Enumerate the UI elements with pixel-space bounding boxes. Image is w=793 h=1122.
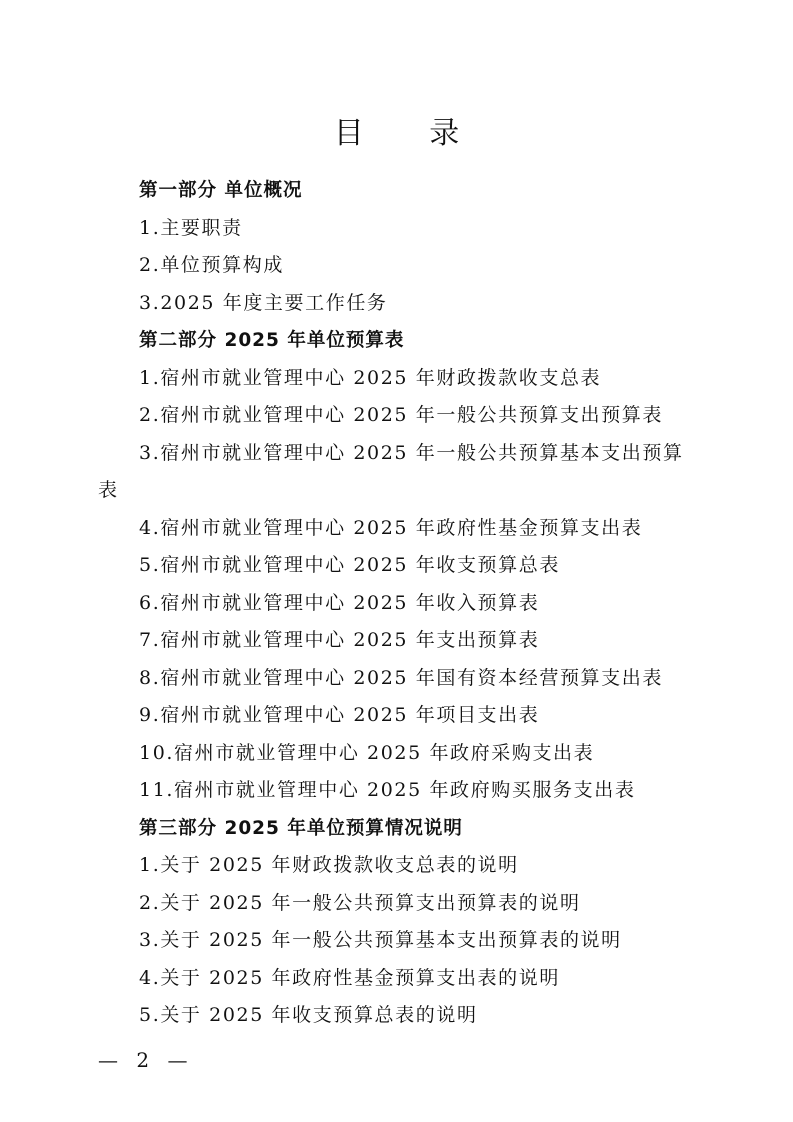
- toc-item: 4.宿州市就业管理中心 2025 年政府性基金预算支出表: [139, 516, 643, 539]
- toc-item: 1.宿州市就业管理中心 2025 年财政拨款收支总表: [139, 366, 602, 389]
- toc-item: 8.宿州市就业管理中心 2025 年国有资本经营预算支出表: [139, 666, 663, 689]
- table-of-contents: [98, 172, 690, 1035]
- toc-item: 1.主要职责: [139, 216, 243, 239]
- toc-item: 7.宿州市就业管理中心 2025 年支出预算表: [139, 629, 540, 651]
- toc-section-heading: 第三部分 2025 年单位预算情况说明: [139, 817, 463, 839]
- page-number: — 2 —: [98, 1048, 194, 1072]
- toc-section-heading: 第二部分 2025 年单位预算表: [139, 330, 405, 351]
- toc-item: 3.关于 2025 年一般公共预算基本支出预算表的说明: [139, 929, 622, 951]
- toc-item: 3.宿州市就业管理中心 2025 年一般公共预算基本支出预算: [139, 441, 684, 464]
- toc-item: 5.关于 2025 年收支预算总表的说明: [139, 1004, 478, 1026]
- toc-item: 2.宿州市就业管理中心 2025 年一般公共预算支出预算表: [139, 404, 663, 426]
- toc-item: 9.宿州市就业管理中心 2025 年项目支出表: [139, 704, 540, 726]
- toc-item: 6.宿州市就业管理中心 2025 年收入预算表: [139, 591, 540, 614]
- toc-item: 11.宿州市就业管理中心 2025 年政府购买服务支出表: [139, 779, 636, 801]
- toc-item: 4.关于 2025 年政府性基金预算支出表的说明: [139, 966, 560, 989]
- toc-item: 1.关于 2025 年财政拨款收支总表的说明: [139, 854, 519, 876]
- page-title: 目 录: [333, 116, 488, 152]
- toc-item: 3.2025 年度主要工作任务: [139, 291, 388, 314]
- toc-item: 2.单位预算构成: [139, 254, 284, 276]
- toc-item-continuation: 表: [98, 479, 119, 501]
- toc-item: 5.宿州市就业管理中心 2025 年收支预算总表: [139, 554, 560, 576]
- toc-item: 10.宿州市就业管理中心 2025 年政府采购支出表: [139, 741, 595, 764]
- toc-item: 2.关于 2025 年一般公共预算支出预算表的说明: [139, 891, 581, 914]
- toc-section-heading: 第一部分 单位概况: [139, 180, 303, 201]
